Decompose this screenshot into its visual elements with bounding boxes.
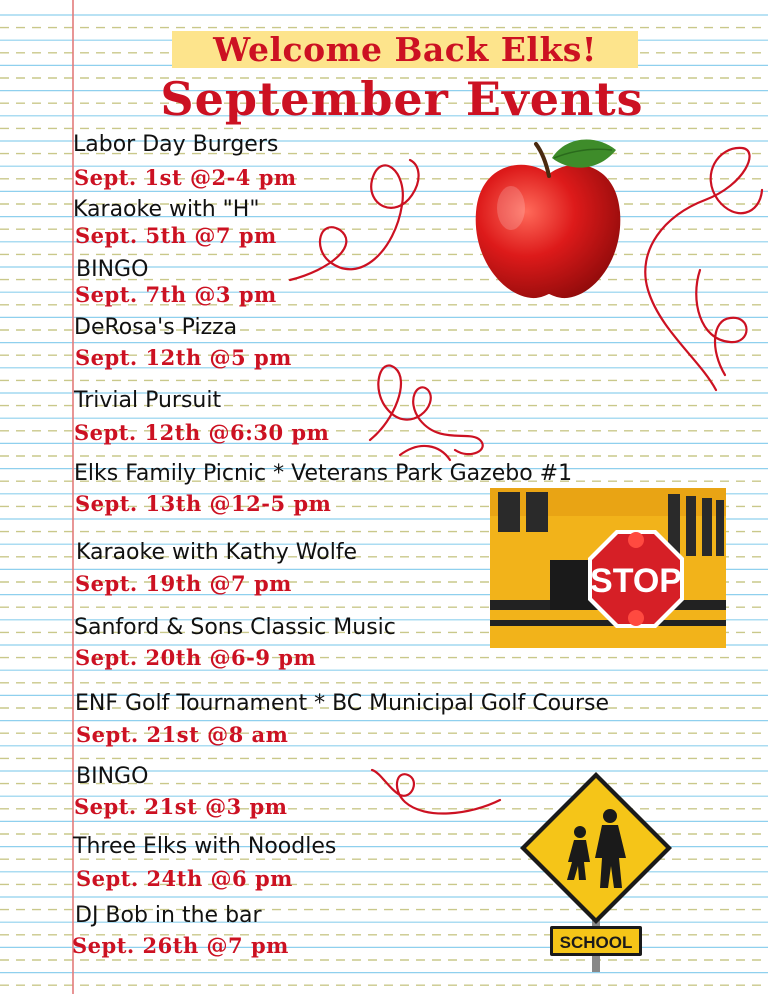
- event-date: Sept. 21st @3 pm: [74, 794, 288, 819]
- event-name: Elks Family Picnic * Veterans Park Gazebo #1: [74, 461, 573, 486]
- apple-image: [466, 128, 632, 306]
- event-name: Karaoke with Kathy Wolfe: [76, 540, 358, 565]
- school-sign-text: SCHOOL: [559, 933, 633, 952]
- event-date: Sept. 26th @7 pm: [72, 933, 289, 958]
- event-date: Sept. 19th @7 pm: [75, 571, 292, 596]
- event-date: Sept. 21st @8 am: [76, 722, 289, 747]
- event-date: Sept. 5th @7 pm: [75, 223, 277, 248]
- event-name: Karaoke with "H": [73, 197, 260, 222]
- event-name: Labor Day Burgers: [73, 132, 279, 157]
- event-date: Sept. 1st @2-4 pm: [74, 165, 297, 190]
- event-date: Sept. 20th @6-9 pm: [75, 645, 317, 670]
- event-date: Sept. 7th @3 pm: [75, 282, 277, 307]
- stop-sign-text: STOP: [590, 562, 682, 600]
- event-date: Sept. 12th @6:30 pm: [74, 420, 330, 445]
- event-name: BINGO: [76, 764, 149, 789]
- event-date: Sept. 13th @12-5 pm: [75, 491, 332, 516]
- event-name: ENF Golf Tournament * BC Municipal Golf Course: [75, 691, 610, 716]
- welcome-banner: Welcome Back Elks!: [172, 31, 638, 68]
- event-name: Sanford & Sons Classic Music: [74, 615, 396, 640]
- event-name: BINGO: [76, 257, 149, 282]
- school-crossing-sign-image: [516, 770, 676, 975]
- event-name: DeRosa's Pizza: [74, 315, 238, 340]
- event-name: Three Elks with Noodles: [73, 834, 337, 859]
- event-name: Trivial Pursuit: [74, 388, 222, 413]
- school-bus-stop-sign-image: [490, 488, 726, 648]
- event-date: Sept. 12th @5 pm: [75, 345, 292, 370]
- event-date: Sept. 24th @6 pm: [76, 866, 293, 891]
- event-name: DJ Bob in the bar: [75, 903, 262, 928]
- page-title: September Events: [160, 72, 644, 126]
